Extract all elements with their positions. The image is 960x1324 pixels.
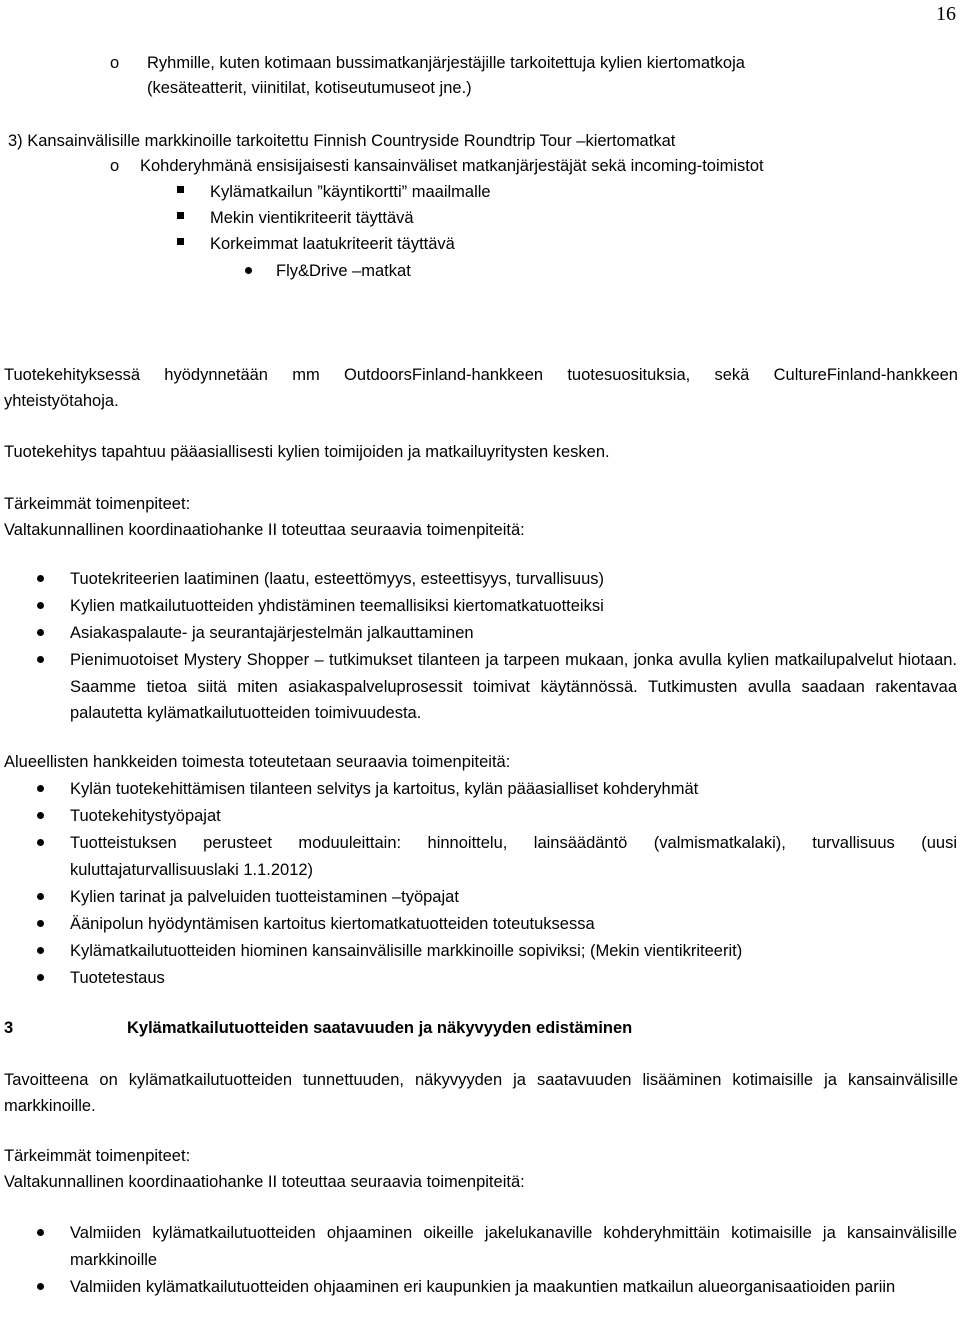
square-item: Mekin vientikriteerit täyttävä [210,209,414,227]
list-marker-o: o [110,54,120,72]
heading-regional: Alueellisten hankkeiden toimesta toteutetaan seuraavia toimenpiteitä: [4,753,511,771]
bullet-dot-icon [37,1229,44,1236]
heading-measures: Tärkeimmät toimenpiteet: [4,495,191,513]
bullet-dot-icon [37,920,44,927]
deep-bullet-item: Fly&Drive –matkat [276,262,411,280]
section-title: Kylämatkailutuotteiden saatavuuden ja näkyvyyden edistäminen [127,1019,633,1037]
square-bullet-icon [177,212,184,219]
list-item: Valmiiden kylämatkailutuotteiden ohjaaminen oikeille jakelukanaville kohderyhmittäin kotimaisille ja kansainvälisille markkinoille [70,1224,957,1269]
heading-national: Valtakunnallinen koordinaatiohanke II toteuttaa seuraavia toimenpiteitä: [4,521,525,539]
list-item: Asiakaspalaute- ja seurantajärjestelmän jalkauttaminen [70,624,474,642]
item-3-text: 3) Kansainvälisille markkinoille tarkoitettu Finnish Countryside Roundtrip Tour –kiertomatkat [8,132,676,150]
bullet-dot-icon [37,812,44,819]
paragraph-2: Tuotekehitys tapahtuu pääasiallisesti kylien toimijoiden ja matkailuyritysten kesken. [4,443,610,461]
paragraph-3: Tavoitteena on kylämatkailutuotteiden tunnettuuden, näkyvyyden ja saatavuuden lisääminen kotimaisille ja kansainvälisille markkinoille. [4,1071,958,1115]
section-number: 3 [4,1019,14,1037]
bullet-dot-icon [37,575,44,582]
square-item: Korkeimmat laatukriteerit täyttävä [210,235,455,253]
list-item: Tuotekehitystyöpajat [70,807,221,825]
bullet-dot-icon [37,656,44,663]
square-item: Kylämatkailun ”käyntikortti” maailmalle [210,183,491,201]
list-item: Kylien tarinat ja palveluiden tuotteistaminen –työpajat [70,888,459,906]
list-item: Tuotteistuksen perusteet moduuleittain: hinnoittelu, lainsäädäntö (valmismatkalaki), turvallisuus (uusi kuluttajaturvallisuuslaki 1.1.2012) [70,834,957,879]
bullet-dot-icon [37,1283,44,1290]
list-item: Kylien matkailutuotteiden yhdistäminen teemallisiksi kiertomatkatuotteiksi [70,597,604,615]
bullet-dot-icon [245,267,252,274]
paragraph-1: Tuotekehityksessä hyödynnetään mm OutdoorsFinland-hankkeen tuotesuosituksia, sekä CultureFinland-hankkeen yhteistyötahoja. [4,366,958,410]
list-item: Kylän tuotekehittämisen tilanteen selvitys ja kartoitus, kylän pääasialliset kohderyhmät [70,780,699,798]
list-item: Pienimuotoiset Mystery Shopper – tutkimukset tilanteen ja tarpeen mukaan, jonka avulla kylien matkailupalvelut hiotaan. Saamme tietoa siitä miten asiakaspalveluprosessit toimivat käytännössä. Tutkimusten avulla saadaan rakentavaa palautetta kylämatkailutuotteiden toimivuudesta. [70,651,957,722]
bullet-dot-icon [37,974,44,981]
list-item: Tuotetestaus [70,969,165,987]
top-item-line1: Ryhmille, kuten kotimaan bussimatkanjärjestäjille tarkoitettuja kylien kiertomatkoja [147,54,745,72]
bullet-dot-icon [37,947,44,954]
list-item: Tuotekriteerien laatiminen (laatu, esteettömyys, esteettisyys, turvallisuus) [70,570,605,588]
bullet-dot-icon [37,629,44,636]
square-bullet-icon [177,186,184,193]
bullet-dot-icon [37,602,44,609]
bullet-dot-icon [37,785,44,792]
list-item: Äänipolun hyödyntämisen kartoitus kiertomatkatuotteiden toteutuksessa [70,915,595,933]
bullet-dot-icon [37,893,44,900]
heading-national: Valtakunnallinen koordinaatiohanke II toteuttaa seuraavia toimenpiteitä: [4,1173,525,1191]
top-item-line2: (kesäteatterit, viinitilat, kotiseutumuseot jne.) [147,79,472,97]
list-marker-o: o [110,157,120,175]
square-bullet-icon [177,238,184,245]
list-item: Valmiiden kylämatkailutuotteiden ohjaaminen eri kaupunkien ja maakuntien matkailun alueorganisaatioiden pariin [70,1278,896,1296]
page-number: 16 [936,3,956,25]
list-item: Kylämatkailutuotteiden hiominen kansainvälisille markkinoille sopiviksi; (Mekin vientikriteerit) [70,942,743,960]
heading-measures: Tärkeimmät toimenpiteet: [4,1147,191,1165]
bullet-dot-icon [37,839,44,846]
item-3-sub-text: Kohderyhmänä ensisijaisesti kansainväliset matkanjärjestäjät sekä incoming-toimistot [140,157,764,175]
